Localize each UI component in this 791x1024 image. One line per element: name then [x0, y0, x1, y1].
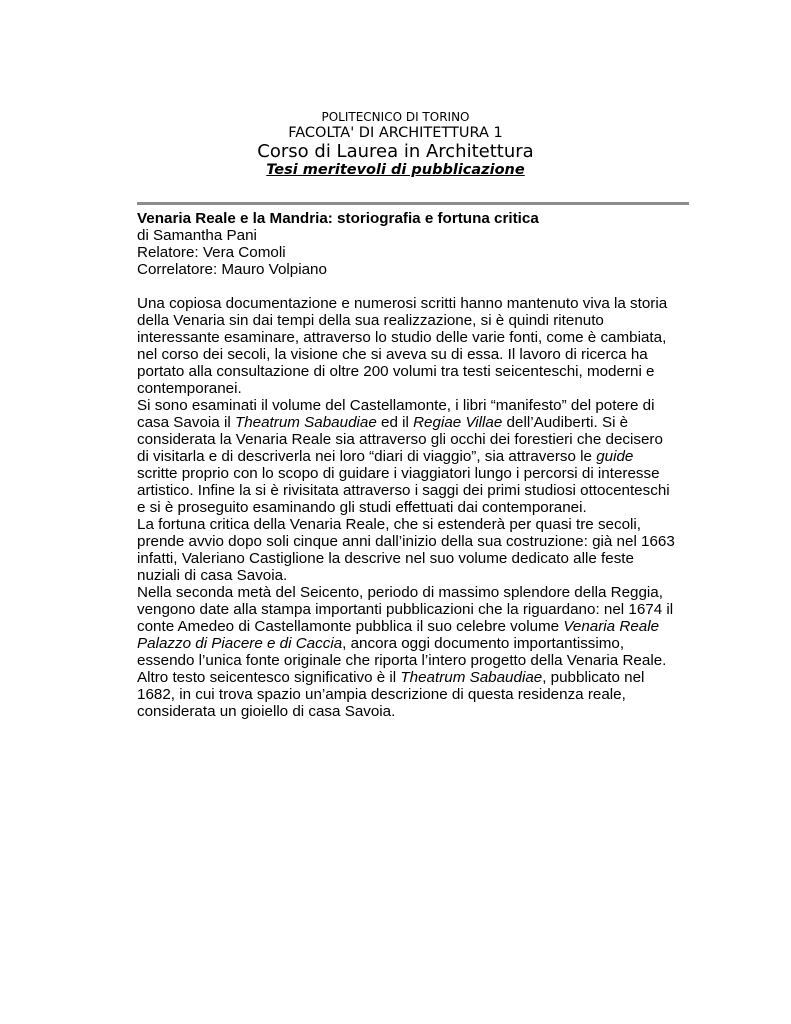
- body-line: [137, 516, 697, 533]
- body-text: nel corso dei secoli, la visione che si aveva su di essa. Il lavoro di ricerca ha: [137, 346, 648, 363]
- body-text: e si è proseguito esaminando gli studi effettuati dai contemporanei.: [137, 499, 587, 516]
- body-line: [137, 533, 697, 550]
- body-text: artistico. Infine la si è rivisitata attraverso i saggi dei primi studiosi ottocenteschi: [137, 482, 670, 499]
- body-line: [137, 652, 697, 669]
- body-text: dell’Audiberti. Si è: [502, 414, 629, 431]
- body-italic-text: guide: [596, 448, 634, 465]
- body-line: [137, 601, 697, 618]
- body-line: [137, 312, 697, 329]
- thesis-author: di Samantha Pani: [137, 227, 257, 244]
- body-line: [137, 618, 697, 635]
- body-text: nuziali di casa Savoia.: [137, 567, 288, 584]
- body-italic-text: Regiae Villae: [413, 414, 503, 431]
- body-line: [137, 397, 697, 414]
- body-text: contemporanei.: [137, 380, 242, 397]
- body-line: [137, 482, 697, 499]
- thesis-title: Venaria Reale e la Mandria: storiografia e fortuna critica: [137, 210, 539, 227]
- abstract-body: [137, 295, 697, 720]
- body-text: Si sono esaminati il volume del Castellamonte, i libri “manifesto” del potere di: [137, 397, 655, 414]
- body-text: vengono date alla stampa importanti pubblicazioni che la riguardano: nel 1674 il: [137, 601, 674, 618]
- body-text: considerata un gioiello di casa Savoia.: [137, 703, 396, 720]
- body-text: 1682, in cui trova spazio un’ampia descrizione di questa residenza reale,: [137, 686, 626, 703]
- faculty-name: FACOLTA' DI ARCHITETTURA 1: [288, 125, 503, 141]
- body-italic-text: Theatrum Sabaudiae: [234, 414, 377, 431]
- horizontal-divider: [137, 202, 689, 205]
- body-italic-text: Theatrum Sabaudiae: [400, 669, 543, 686]
- body-text: , pubblicato nel: [542, 669, 645, 686]
- body-text: della Venaria sin dai tempi della sua realizzazione, si è quindi ritenuto: [137, 312, 604, 329]
- body-line: [137, 550, 697, 567]
- body-text: scritte proprio con lo scopo di guidare i viaggiatori lungo i percorsi di interesse: [137, 465, 660, 482]
- body-text: Nella seconda metà del Seicento, periodo di massimo splendore della Reggia,: [137, 584, 663, 601]
- body-text: Una copiosa documentazione e numerosi scritti hanno mantenuto viva la storia: [137, 295, 668, 312]
- body-line: [137, 635, 697, 652]
- body-text: Altro testo seicentesco significativo è il: [137, 669, 401, 686]
- body-line: [137, 584, 697, 601]
- series-title: Tesi meritevoli di pubblicazione: [266, 162, 525, 178]
- body-line: [137, 414, 697, 431]
- body-text: ed il: [376, 414, 414, 431]
- thesis-correlatore: Correlatore: Mauro Volpiano: [137, 261, 327, 278]
- body-line: [137, 295, 697, 312]
- body-line: [137, 363, 697, 380]
- body-italic-text: Venaria Reale: [563, 618, 660, 635]
- body-line: [137, 448, 697, 465]
- body-text: conte Amedeo di Castellamonte pubblica il suo celebre volume: [137, 618, 564, 635]
- body-text: interessante esaminare, attraverso lo studio delle varie fonti, come è cambiata,: [137, 329, 667, 346]
- body-line: [137, 703, 697, 720]
- course-name: Corso di Laurea in Architettura: [257, 141, 534, 162]
- body-text: La fortuna critica della Venaria Reale, che si estenderà per quasi tre secoli,: [137, 516, 642, 533]
- thesis-info: [137, 210, 697, 278]
- body-line: [137, 431, 697, 448]
- body-line: [137, 669, 697, 686]
- body-text: casa Savoia il: [137, 414, 235, 431]
- thesis-relatore: Relatore: Vera Comoli: [137, 244, 286, 261]
- body-text: infatti, Valeriano Castiglione la descrive nel suo volume dedicato alle feste: [137, 550, 634, 567]
- body-italic-text: Palazzo di Piacere e di Caccia: [137, 635, 343, 652]
- body-text: di visitarla e di descriverla nei loro “diari di viaggio”, sia attraverso le: [137, 448, 597, 465]
- body-line: [137, 499, 697, 516]
- body-line: [137, 329, 697, 346]
- body-text: , ancora oggi documento importantissimo,: [342, 635, 625, 652]
- body-text: portato alla consultazione di oltre 200 volumi tra testi seicenteschi, moderni e: [137, 363, 655, 380]
- body-line: [137, 686, 697, 703]
- body-text: considerata la Venaria Reale sia attraverso gli occhi dei forestieri che decisero: [137, 431, 663, 448]
- body-line: [137, 465, 697, 482]
- body-line: [137, 346, 697, 363]
- body-line: [137, 380, 697, 397]
- body-text: essendo l’unica fonte originale che riporta l’intero progetto della Venaria Reale.: [137, 652, 667, 669]
- institution-name: POLITECNICO DI TORINO: [321, 110, 470, 124]
- body-text: prende avvio dopo soli cinque anni dall’inizio della sua costruzione: già nel 1663: [137, 533, 675, 550]
- body-line: [137, 567, 697, 584]
